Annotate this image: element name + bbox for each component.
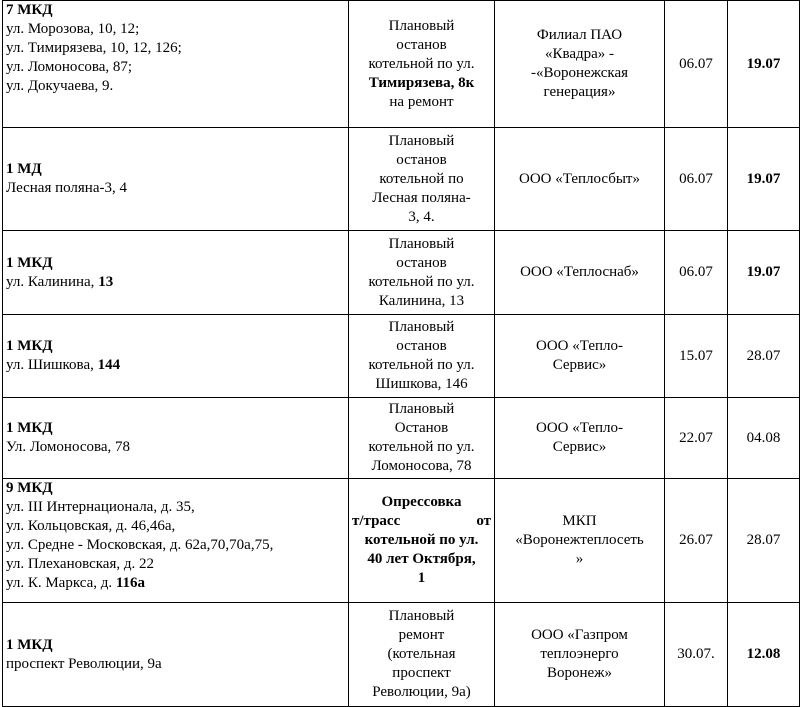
reason-line: Ломоносова, 78	[371, 458, 472, 474]
start-date: 06.07	[665, 128, 728, 231]
org-line: ООО «Теплосбыт»	[519, 170, 640, 187]
address-line: ул. Кольцовская, д. 46,46а,	[6, 518, 176, 534]
reason-line: котельной по ул.	[368, 357, 475, 373]
org-line: ООО «Газпром	[531, 627, 628, 643]
org-line: теплоэнерго	[540, 646, 619, 662]
address-house: 144	[97, 357, 121, 373]
building-count: 1 МКД	[6, 636, 53, 653]
address-cell	[3, 315, 349, 398]
table-row	[3, 479, 800, 603]
reason-line: останов	[396, 151, 447, 168]
end-date: 04.08	[728, 398, 800, 479]
start-date: 15.07	[665, 315, 728, 398]
start-date: 06.07	[665, 231, 728, 315]
end-date: 19.07	[728, 231, 800, 315]
org-line: ООО «Теплоснаб»	[520, 264, 639, 280]
organization-cell	[495, 479, 665, 603]
building-count: 7 МКД	[6, 2, 53, 18]
reason-line: Плановый	[388, 319, 455, 335]
building-count: 9 МКД	[6, 480, 53, 496]
reason-line: Плановый	[388, 17, 455, 34]
address-cell	[3, 128, 349, 231]
org-line: -«Воронежская	[530, 65, 629, 81]
organization-cell	[495, 231, 665, 315]
reason-line: Опрессовка	[381, 494, 462, 510]
org-line: Филиал ПАО	[536, 27, 623, 43]
org-line: «Квадра» -	[544, 46, 615, 62]
org-line: МКП	[562, 513, 597, 529]
reason-line: ремонт	[398, 627, 445, 643]
address-cell	[3, 603, 349, 707]
reason-line: Плановый	[388, 401, 455, 417]
reason-line: Плановый	[388, 132, 455, 149]
reason-word: т/трасс	[352, 513, 401, 529]
address-line: ул. Средне - Московская, д. 62а,70,70а,75,	[6, 537, 274, 553]
reason-line: Революции, 9а)	[372, 684, 471, 700]
reason-line: останов	[396, 338, 447, 354]
table-row	[3, 128, 800, 231]
reason-line: (котельная	[387, 646, 456, 662]
address-street: ул. Калинина,	[6, 273, 95, 290]
org-line: «Воронежтеплосеть	[515, 532, 644, 548]
reason-cell	[349, 603, 495, 707]
end-date: 19.07	[728, 1, 800, 128]
reason-line: останов	[396, 36, 447, 53]
reason-cell	[349, 231, 495, 315]
reason-cell	[349, 398, 495, 479]
address-line: ул. Тимирязева, 10, 12, 126;	[6, 40, 182, 56]
end-date: 19.07	[728, 128, 800, 231]
organization-cell	[495, 398, 665, 479]
address-line: ул. Ломоносова, 87;	[6, 59, 133, 75]
org-line: Сервис»	[552, 439, 607, 455]
reason-cell	[349, 128, 495, 231]
organization-cell	[495, 315, 665, 398]
reason-line: Калинина, 13	[378, 292, 465, 309]
reason-cell	[349, 479, 495, 603]
reason-line: Останов	[394, 420, 449, 436]
organization-cell	[495, 1, 665, 128]
address-line: ул. Морозова, 10, 12;	[6, 21, 140, 37]
building-count: 1 МКД	[6, 338, 53, 354]
address-street: ул. Шишкова,	[6, 357, 94, 373]
address-house: 13	[98, 273, 114, 290]
address-line: ул. III Интернационала, д. 35,	[6, 499, 195, 515]
reason-word: от	[476, 513, 491, 529]
address-line: ул. Докучаева, 9.	[6, 78, 114, 94]
reason-line: котельной по ул.	[368, 55, 475, 72]
reason-line: котельной по ул.	[364, 532, 479, 548]
address-line	[6, 574, 345, 593]
address-house: 116а	[115, 575, 146, 591]
address-line: Лесная поляна-3, 4	[6, 180, 127, 196]
reason-line: 40 лет Октября,	[367, 551, 476, 567]
address-line	[6, 356, 345, 375]
org-line: ООО «Тепло-	[535, 420, 623, 436]
org-line: Воронеж»	[546, 665, 613, 681]
address-line: Ул. Ломоносова, 78	[6, 439, 131, 455]
reason-line	[352, 512, 491, 531]
address-cell	[3, 231, 349, 315]
reason-line: котельной по	[379, 170, 464, 187]
outage-schedule-table	[2, 0, 800, 707]
organization-cell	[495, 128, 665, 231]
end-date: 28.07	[728, 315, 800, 398]
reason-line: котельной по ул.	[368, 439, 475, 455]
building-count: 1 МКД	[6, 420, 53, 436]
start-date: 30.07.	[665, 603, 728, 707]
reason-line: 1	[417, 570, 426, 586]
org-line: Сервис»	[552, 357, 607, 373]
reason-line: на ремонт	[389, 93, 454, 110]
reason-cell	[349, 1, 495, 128]
organization-cell	[495, 603, 665, 707]
reason-line: проспект	[392, 665, 451, 681]
reason-line: котельной по ул.	[368, 273, 475, 290]
building-count: 1 МКД	[6, 254, 53, 271]
reason-cell	[349, 315, 495, 398]
building-count: 1 МД	[6, 161, 42, 177]
table-row	[3, 603, 800, 707]
reason-line: Шишкова, 146	[375, 376, 468, 392]
start-date: 22.07	[665, 398, 728, 479]
reason-line: 3, 4.	[408, 208, 435, 225]
address-line	[6, 273, 345, 292]
table-row	[3, 1, 800, 128]
reason-line: Лесная поляна-	[372, 189, 471, 206]
address-cell	[3, 479, 349, 603]
end-date: 28.07	[728, 479, 800, 603]
address-line: проспект Революции, 9а	[6, 655, 162, 672]
address-cell	[3, 1, 349, 128]
reason-line: Плановый	[388, 235, 455, 252]
address-line: ул. Плехановская, д. 22	[6, 556, 154, 572]
org-line: генерация»	[543, 84, 616, 100]
start-date: 06.07	[665, 1, 728, 128]
start-date: 26.07	[665, 479, 728, 603]
address-cell	[3, 398, 349, 479]
table-row	[3, 398, 800, 479]
org-line: »	[575, 551, 584, 567]
table-row	[3, 231, 800, 315]
reason-line: останов	[396, 254, 447, 271]
reason-line-bold: Тимирязева, 8к	[368, 74, 475, 91]
end-date: 12.08	[728, 603, 800, 707]
table-row	[3, 315, 800, 398]
reason-line: Плановый	[388, 608, 455, 624]
address-street: ул. К. Маркса, д.	[6, 575, 113, 591]
org-line: ООО «Тепло-	[535, 338, 623, 354]
